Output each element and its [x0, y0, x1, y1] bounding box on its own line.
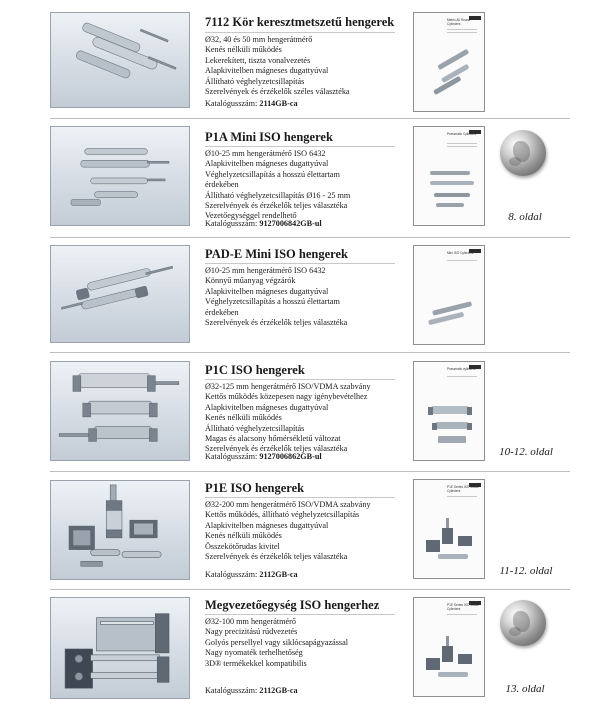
- feature-item: Állítható véghelyzetcsillapítás: [205, 423, 305, 433]
- globe-icon: [500, 130, 546, 176]
- feature-list: [205, 35, 403, 97]
- feature-item: Könnyű műanyag végzárók: [205, 276, 296, 286]
- feature-item: Ø10-25 mm hengerátmérő ISO 6432: [205, 266, 326, 275]
- feature-item: érdekében: [205, 180, 239, 190]
- feature-list: [205, 149, 403, 222]
- title-rule: [205, 146, 395, 147]
- feature-item: Véghelyzetcsillapítás a hosszú élettartam: [205, 169, 340, 179]
- product-title: P1C ISO hengerek: [205, 363, 305, 377]
- product-photo: [50, 361, 190, 461]
- catalog-cover: [413, 245, 485, 345]
- row-separator: [50, 352, 570, 353]
- catalog-label: Katalógusszám:: [205, 219, 258, 228]
- row-separator: [50, 471, 570, 472]
- cover-title: Pneumatic cylinders: [447, 367, 476, 371]
- catalog-cover: [413, 597, 485, 697]
- cover-title: Pneumatic Cylinders: [447, 132, 477, 136]
- feature-item: Kenés nélküli működés: [205, 45, 282, 55]
- feature-item: Magas és alacsony hőmérsékletű változat: [205, 434, 341, 444]
- page-reference: 13. oldal: [505, 683, 545, 695]
- catalog-number: [205, 219, 322, 228]
- catalog-number: [205, 99, 298, 108]
- feature-item: Kettős működés közepesen nagy igénybevételhez: [205, 392, 368, 402]
- feature-item: Kenés nélküli működés: [205, 531, 282, 541]
- product-title: PAD-E Mini ISO hengerek: [205, 247, 348, 261]
- feature-item: Nagy nyomaték terhelhetőség: [205, 648, 303, 658]
- product-photo: [50, 126, 190, 226]
- product-photo: [50, 480, 190, 580]
- product-title: P1A Mini ISO hengerek: [205, 130, 333, 144]
- feature-item: érdekében: [205, 307, 239, 317]
- catalog-number: [205, 570, 298, 579]
- catalog-label: Katalógusszám:: [205, 452, 258, 461]
- catalog-cover: [413, 479, 485, 579]
- feature-item: Alapkivitelben mágneses dugattyúval: [205, 159, 329, 169]
- feature-item: Vezetőegységgel rendelhető: [205, 211, 297, 221]
- product-title: P1E ISO hengerek: [205, 481, 305, 495]
- feature-item: Szerelvények és érzékelők teljes választéka: [205, 444, 348, 454]
- feature-item: Alapkivitelben mágneses dugattyúval: [205, 286, 329, 296]
- catalog-number: [205, 686, 298, 695]
- feature-item: Kettős működés, állítható véghelyzetcsillapítás: [205, 510, 360, 520]
- title-rule: [205, 614, 395, 615]
- globe-icon: [500, 600, 546, 646]
- feature-item: Alapkivitelben mágneses dugattyúval: [205, 66, 329, 76]
- product-title: Megvezetőegység ISO hengerhez: [205, 598, 380, 612]
- feature-item: Ø10-25 mm hengerátmérő ISO 6432: [205, 149, 326, 158]
- catalog-cover: [413, 12, 485, 112]
- page-reference: 8. oldal: [508, 211, 542, 223]
- cover-text-line: [447, 146, 477, 147]
- page-reference: 10-12. oldal: [499, 446, 553, 458]
- feature-item: Kenés nélküli működés: [205, 413, 282, 423]
- cover-text-line: [447, 376, 477, 377]
- feature-item: Ø32-200 mm hengerátmérő ISO/VDMA szabvány: [205, 500, 371, 509]
- catalog-cover: [413, 126, 485, 226]
- catalog-number: [205, 452, 322, 461]
- feature-list: [205, 382, 403, 455]
- cover-title: P1E Series ISO 15552 Cylinders: [447, 485, 480, 493]
- feature-item: Állítható véghelyzetcsillapítás Ø16 - 25 mm: [205, 190, 351, 200]
- feature-list: [205, 266, 403, 328]
- product-photo: [50, 597, 190, 699]
- catalog-code: 2114GB-ca: [259, 99, 298, 108]
- catalog-code: 9127006842GB-ul: [259, 219, 322, 228]
- feature-item: Ø32-100 mm hengerátmérő: [205, 617, 296, 626]
- cover-text-line: [447, 260, 477, 261]
- catalog-label: Katalógusszám:: [205, 686, 258, 695]
- title-rule: [205, 379, 395, 380]
- title-rule: [205, 497, 395, 498]
- cover-text-line: [447, 143, 477, 144]
- catalog-label: Katalógusszám:: [205, 99, 258, 108]
- title-rule: [205, 263, 395, 264]
- cover-text-line: [447, 614, 477, 615]
- feature-item: Szerelvények és érzékelők teljes választéka: [205, 318, 348, 328]
- product-photo: [50, 245, 190, 343]
- catalog-cover: [413, 361, 485, 461]
- cover-title: P1E Series ISO 15552 Cylinders: [447, 603, 480, 611]
- row-separator: [50, 118, 570, 119]
- feature-list: [205, 617, 403, 669]
- cover-text-line: [447, 29, 477, 30]
- feature-item: Alapkivitelben mágneses dugattyúval: [205, 520, 329, 530]
- cover-title: Metric All Round Cylinders: [447, 18, 471, 26]
- feature-item: Szerelvények és érzékelők teljes választéka: [205, 201, 348, 211]
- row-separator: [50, 237, 570, 238]
- cover-title: Mini ISO Cylinders: [447, 251, 474, 255]
- feature-item: Golyós persellyel vagy siklócsapágyazással: [205, 637, 349, 647]
- product-title: 7112 Kör keresztmetszetű hengerek: [205, 15, 395, 29]
- catalog-code: 2112GB-ca: [259, 686, 298, 695]
- title-rule: [205, 32, 395, 33]
- feature-item: Nagy precizitású rúdvezetés: [205, 627, 298, 637]
- feature-list: [205, 500, 403, 562]
- product-photo: [50, 12, 190, 108]
- feature-item: Alapkivitelben mágneses dugattyúval: [205, 402, 329, 412]
- cover-text-line: [447, 496, 477, 497]
- catalog-code: 9127006862GB-ul: [259, 452, 322, 461]
- page-reference: 11-12. oldal: [499, 565, 553, 577]
- catalog-code: 2112GB-ca: [259, 570, 298, 579]
- cover-text-line: [447, 32, 477, 33]
- feature-item: Lekerekített, tiszta vonalvezetés: [205, 55, 311, 65]
- feature-item: Szerelvények és érzékelők széles választéka: [205, 87, 350, 97]
- feature-item: Ø32, 40 és 50 mm hengerátmérő: [205, 35, 313, 44]
- feature-item: Összekötőrudas kivitel: [205, 541, 280, 551]
- catalog-label: Katalógusszám:: [205, 570, 258, 579]
- row-separator: [50, 589, 570, 590]
- feature-item: Szerelvények és érzékelők teljes választéka: [205, 552, 348, 562]
- feature-item: Állítható véghelyzetcsillapítás: [205, 76, 305, 86]
- feature-item: Ø32-125 mm hengerátmérő ISO/VDMA szabvány: [205, 382, 371, 391]
- feature-item: 3D® termékekkel kompatibilis: [205, 658, 307, 668]
- feature-item: Véghelyzetcsillapítás a hosszú élettartam: [205, 297, 340, 307]
